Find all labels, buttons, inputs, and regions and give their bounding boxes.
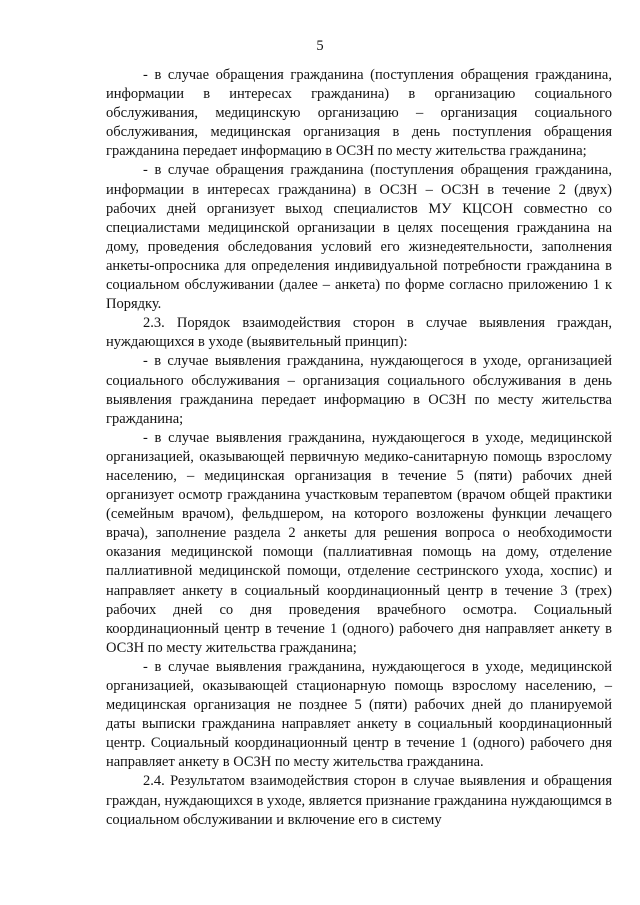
page-number: 5: [316, 38, 324, 54]
paragraph-section-2-4: 2.4. Результатом взаимодействия сторон в случае выявления и обращения граждан, нуждающихся в уходе, является признание гражданина нуждающимся в социальном обслуживании и включение его в систему: [106, 773, 612, 828]
paragraph-oszn-appeal: - в случае обращения гражданина (поступления обращения гражданина, информации в интересах гражданина) в ОСЗН – ОСЗН в течение 2 (двух) рабочих дней организует выход специалистов МУ КЦСОН совместно со специалистами медицинской организации в целях посещения гражданина на дому, проведения обследования условий его жизнедеятельности, заполнения анкеты-опросника для определения индивидуальной потребности гражданина в социальном обслуживании (далее – анкета) по форме согласно приложению 1 к Порядку.: [106, 162, 612, 313]
paragraph-section-2-3: 2.3. Порядок взаимодействия сторон в случае выявления граждан, нуждающихся в уходе (выявительный принцип):: [106, 315, 612, 351]
document-body: [106, 66, 612, 830]
paragraph-inpatient-detection: - в случае выявления гражданина, нуждающегося в уходе, медицинской организацией, оказывающей стационарную помощь взрослому населению, – медицинская организация не позднее 5 (пяти) рабочих дней до планируемой даты выписки гражданина направляет анкету в социальный координационный центр. Социальный координационный центр в течение 1 (одного) рабочего дня направляет анкету в ОСЗН по месту жительства гражданина.: [106, 658, 612, 771]
paragraph-social-service-detection: - в случае выявления гражданина, нуждающегося в уходе, организацией социального обслуживания – организация социального обслуживания в день выявления гражданина передает информацию в ОСЗН по месту жительства гражданина;: [106, 353, 612, 427]
paragraph-social-service-appeal: - в случае обращения гражданина (поступления обращения гражданина, информации в интересах гражданина) в организацию социального обслуживания, медицинскую организацию – организация социального обслуживания, медицинская организация в день поступления обращения гражданина передает информацию в ОСЗН по месту жительства гражданина;: [106, 67, 612, 160]
paragraph-primary-care-detection: - в случае выявления гражданина, нуждающегося в уходе, медицинской организацией, оказывающей первичную медико-санитарную помощь взрослому населению, – медицинская организация в течение 5 (пяти) рабочих дней организует осмотр гражданина участковым терапевтом (врачом общей практики (семейным врачом), фельдшером, на которого возложены функции лечащего врача), заполнение раздела 2 анкеты для решения вопроса о необходимости оказания медицинской помощи (паллиативная помощь на дому, отделение паллиативной медицинской помощи, отделение сестринского ухода, хоспис) и направляет анкету в социальный координационный центр в течение 3 (трех) рабочих дней со дня проведения врачебного осмотра. Социальный координационный центр в течение 1 (одного) рабочего дня направляет анкету в ОСЗН по месту жительства гражданина;: [106, 429, 612, 656]
